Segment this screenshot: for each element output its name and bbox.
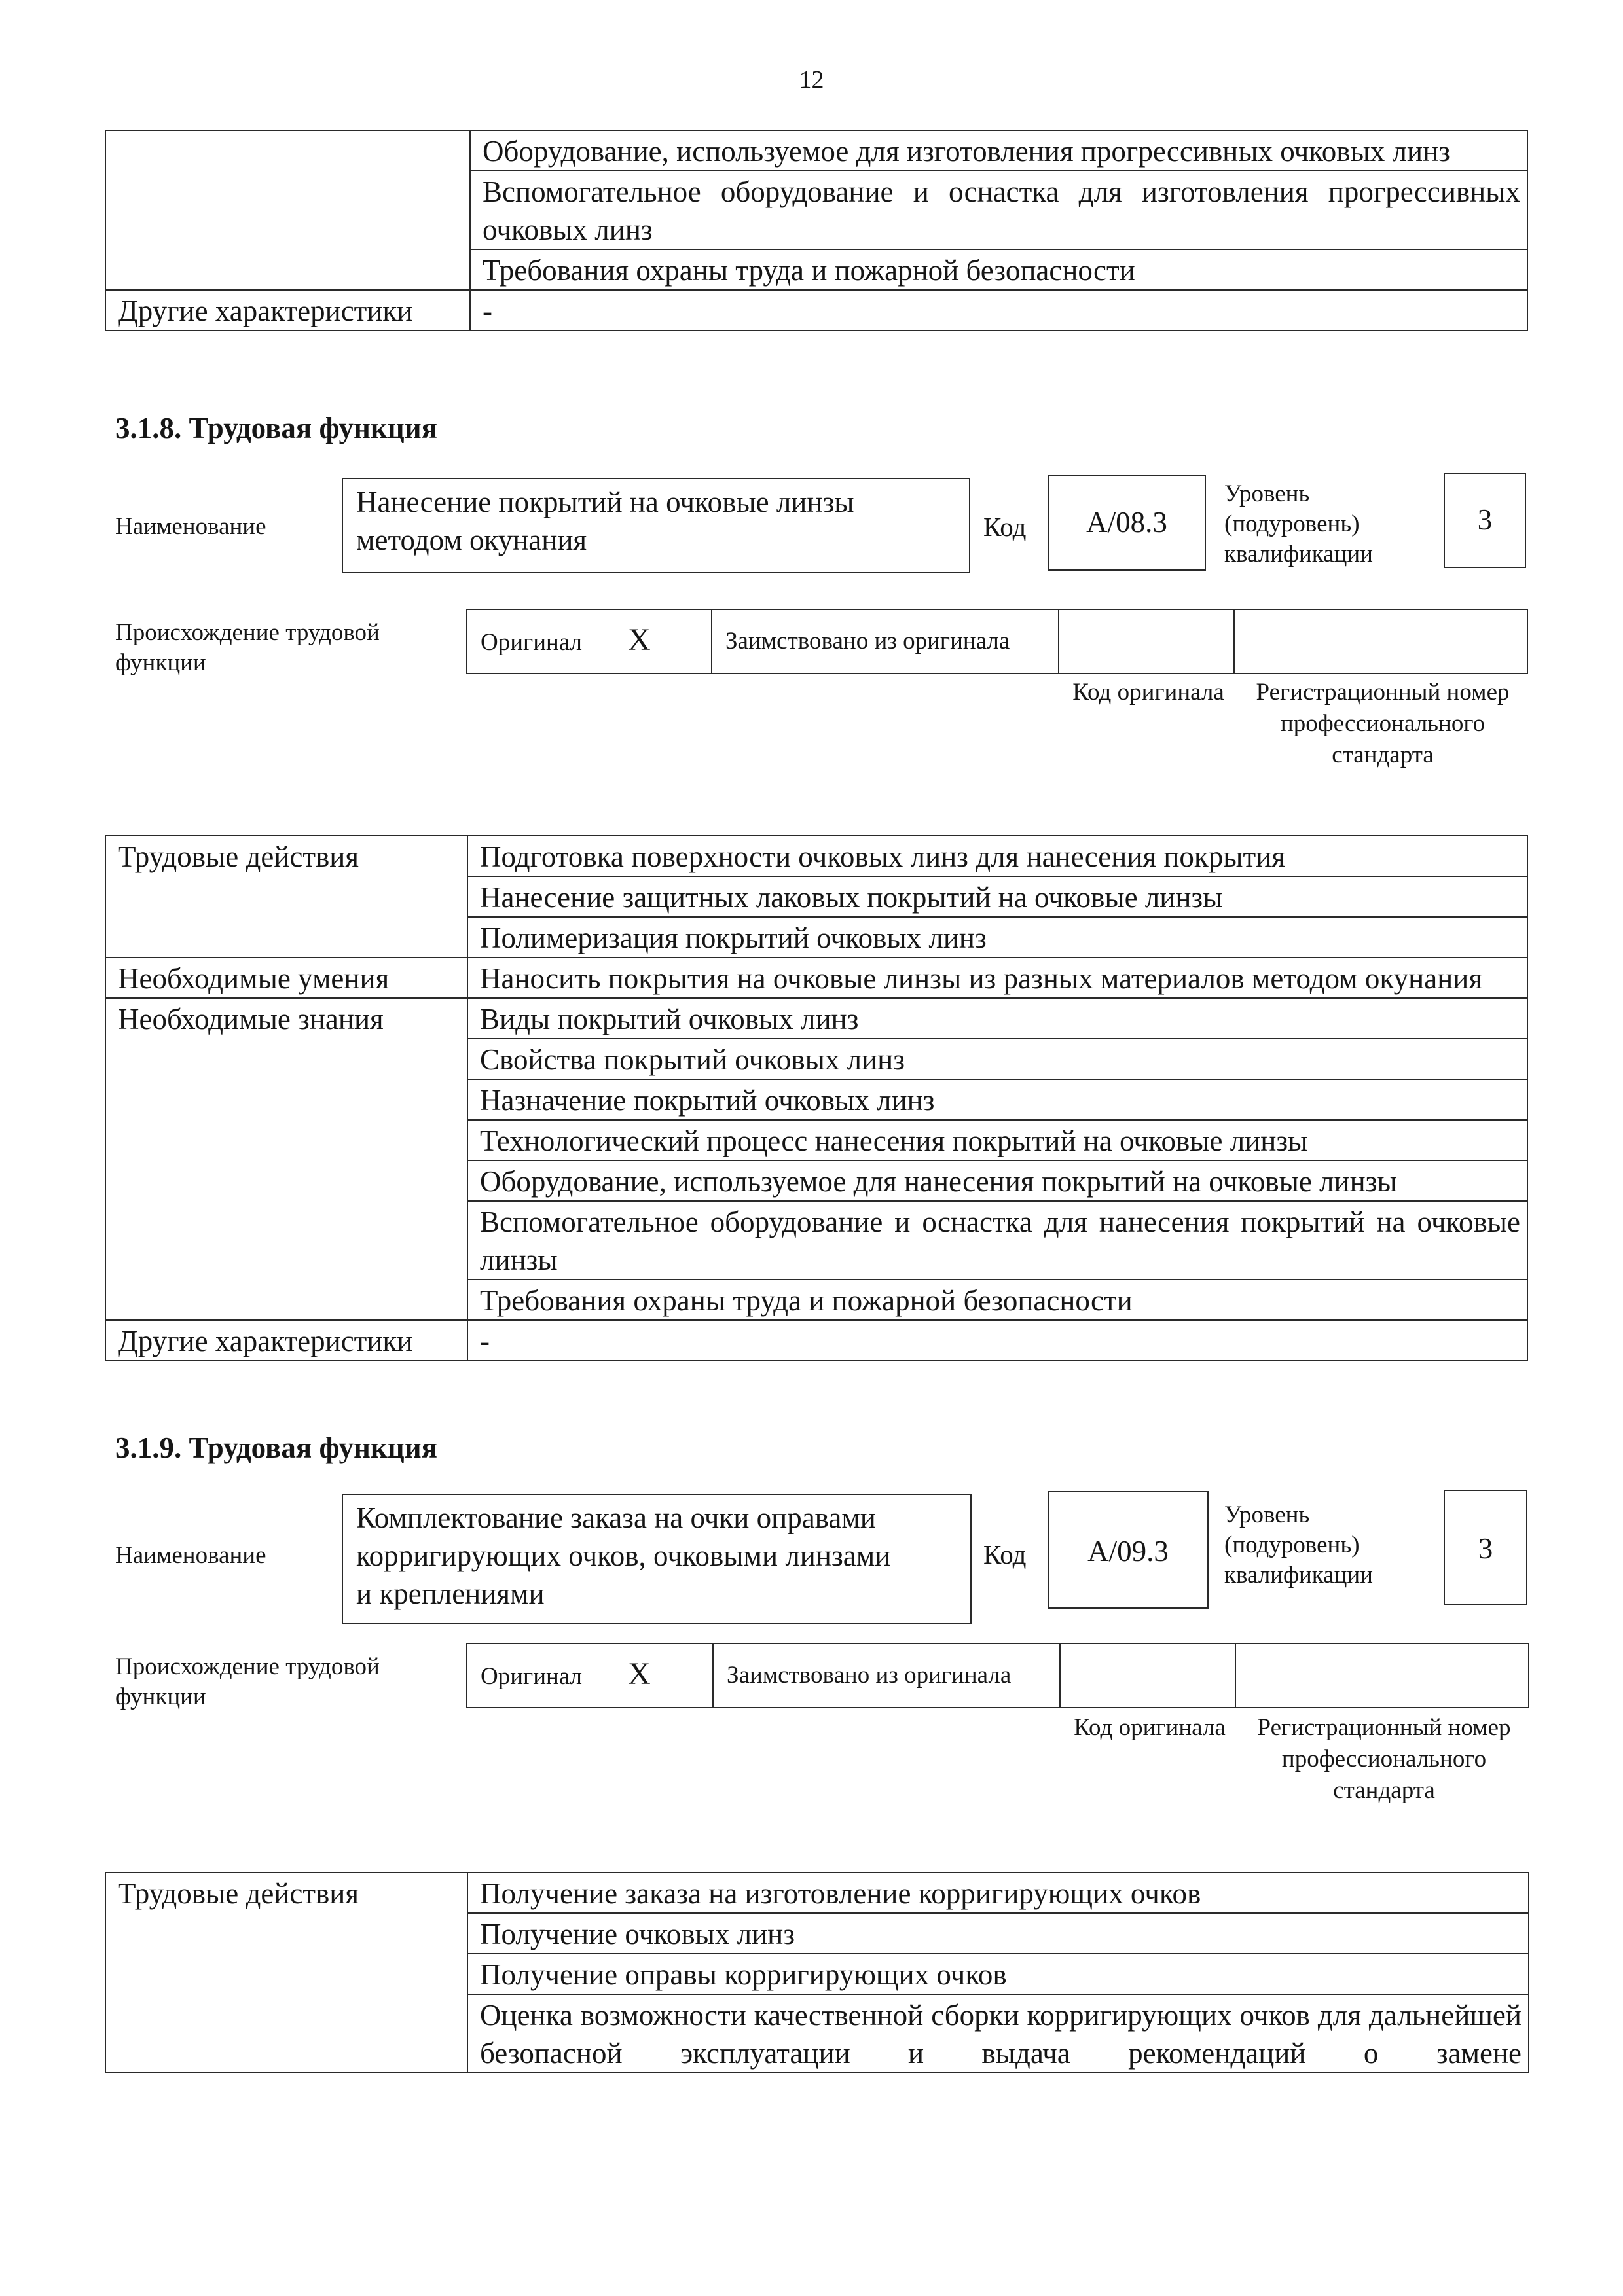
table-row <box>105 958 1527 998</box>
name-box <box>342 1494 972 1624</box>
name-value: Комплектование заказа на очки оправами корригирующих очков, очковыми линзами и креплениями <box>356 1501 891 1610</box>
original-mark: X <box>628 1657 651 1691</box>
page-number: 12 <box>799 66 824 94</box>
table-cell: Технологический процесс нанесения покрытий на очковые линзы <box>467 1120 1527 1160</box>
table-row <box>105 290 1527 331</box>
knowledge-label: Необходимые знания <box>105 998 467 1320</box>
other-value: - <box>467 1320 1527 1361</box>
table-cell: Оценка возможности качественной сборки корригирующих очков для дальнейшей безопасной эксплуатации и выдача рекомендаций о замене <box>467 1994 1529 2073</box>
empty-label-cell <box>105 130 470 290</box>
original-cell <box>467 1643 713 1708</box>
name-box <box>342 478 970 573</box>
level-value: 3 <box>1477 503 1493 536</box>
actions-label: Трудовые действия <box>105 1873 467 2073</box>
origin-label: Происхождение трудовой функции <box>115 1653 380 1710</box>
table-row <box>467 609 1527 673</box>
reg-number-cell <box>1234 609 1527 673</box>
table-cell: Виды покрытий очковых линз <box>467 998 1527 1039</box>
name-label: Наименование <box>115 1542 266 1569</box>
table-cell: Полимеризация покрытий очковых линз <box>467 917 1527 958</box>
code-label: Код <box>983 1539 1027 1570</box>
actions-label: Трудовые действия <box>105 836 467 958</box>
table-cell: Назначение покрытий очковых линз <box>467 1079 1527 1120</box>
code-value: А/09.3 <box>1087 1535 1169 1568</box>
code-original-cell <box>1060 1643 1235 1708</box>
code-original-caption: Код оригинала <box>1074 1714 1226 1741</box>
level-label: Уровень (подуровень) квалификации <box>1224 480 1373 567</box>
table-cell: Нанесение защитных лаковых покрытий на очковые линзы <box>467 876 1527 917</box>
table-cell: Требования охраны труда и пожарной безопасности <box>470 249 1527 290</box>
borrowed-cell: Заимствовано из оригинала <box>712 609 1059 673</box>
level-label: Уровень (подуровень) квалификации <box>1224 1501 1373 1588</box>
table-cell: Получение очковых линз <box>467 1913 1529 1954</box>
original-cell <box>467 609 712 673</box>
table-cell: Вспомогательное оборудование и оснастка для нанесения покрытий на очковые линзы <box>467 1201 1527 1280</box>
code-label: Код <box>983 512 1027 542</box>
f319-table <box>105 1872 1529 2073</box>
table-row <box>105 1873 1529 1913</box>
code-box <box>1048 1491 1209 1609</box>
section-heading-318: 3.1.8. Трудовая функция <box>115 412 438 444</box>
origin-table <box>466 609 1528 674</box>
original-label: Оригинал <box>481 1663 583 1690</box>
name-label: Наименование <box>115 513 266 540</box>
table-cell: Получение заказа на изготовление корригирующих очков <box>467 1873 1529 1913</box>
reg-number-caption: Регистрационный номер профессионального стандарта <box>1257 1714 1511 1804</box>
table-cell: Вспомогательное оборудование и оснастка для изготовления прогрессивных очковых линз <box>470 171 1527 249</box>
skills-label: Необходимые умения <box>105 958 467 998</box>
name-value: Нанесение покрытий на очковые линзы методом окунания <box>356 486 854 556</box>
reg-number-caption: Регистрационный номер профессионального стандарта <box>1256 679 1510 768</box>
table-row <box>105 998 1527 1039</box>
table-row <box>105 1320 1527 1361</box>
table-cell: Наносить покрытия на очковые линзы из разных материалов методом окунания <box>467 958 1527 998</box>
origin-label: Происхождение трудовой функции <box>115 619 380 676</box>
section-heading-319: 3.1.9. Трудовая функция <box>115 1431 438 1464</box>
origin-table <box>466 1643 1529 1708</box>
code-value: А/08.3 <box>1086 506 1167 539</box>
level-box <box>1444 473 1526 568</box>
level-value: 3 <box>1478 1532 1493 1565</box>
code-original-caption: Код оригинала <box>1072 679 1224 706</box>
table-cell: Оборудование, используемое для нанесения покрытий на очковые линзы <box>467 1160 1527 1201</box>
reg-number-cell <box>1235 1643 1529 1708</box>
table-cell: Подготовка поверхности очковых линз для нанесения покрытия <box>467 836 1527 876</box>
code-box <box>1048 475 1206 571</box>
table-row <box>105 836 1527 876</box>
table-row <box>467 1643 1529 1708</box>
other-label: Другие характеристики <box>105 290 470 331</box>
other-value: - <box>470 290 1527 331</box>
table-cell: Свойства покрытий очковых линз <box>467 1039 1527 1079</box>
borrowed-cell: Заимствовано из оригинала <box>713 1643 1060 1708</box>
top-table <box>105 130 1528 331</box>
code-original-cell <box>1059 609 1234 673</box>
level-box <box>1444 1490 1527 1605</box>
other-label: Другие характеристики <box>105 1320 467 1361</box>
table-cell: Оборудование, используемое для изготовления прогрессивных очковых линз <box>470 130 1527 171</box>
table-row <box>105 130 1527 171</box>
original-label: Оригинал <box>481 629 583 656</box>
table-cell: Требования охраны труда и пожарной безопасности <box>467 1280 1527 1320</box>
f318-table <box>105 835 1528 1361</box>
original-mark: X <box>628 622 651 657</box>
table-cell: Получение оправы корригирующих очков <box>467 1954 1529 1994</box>
